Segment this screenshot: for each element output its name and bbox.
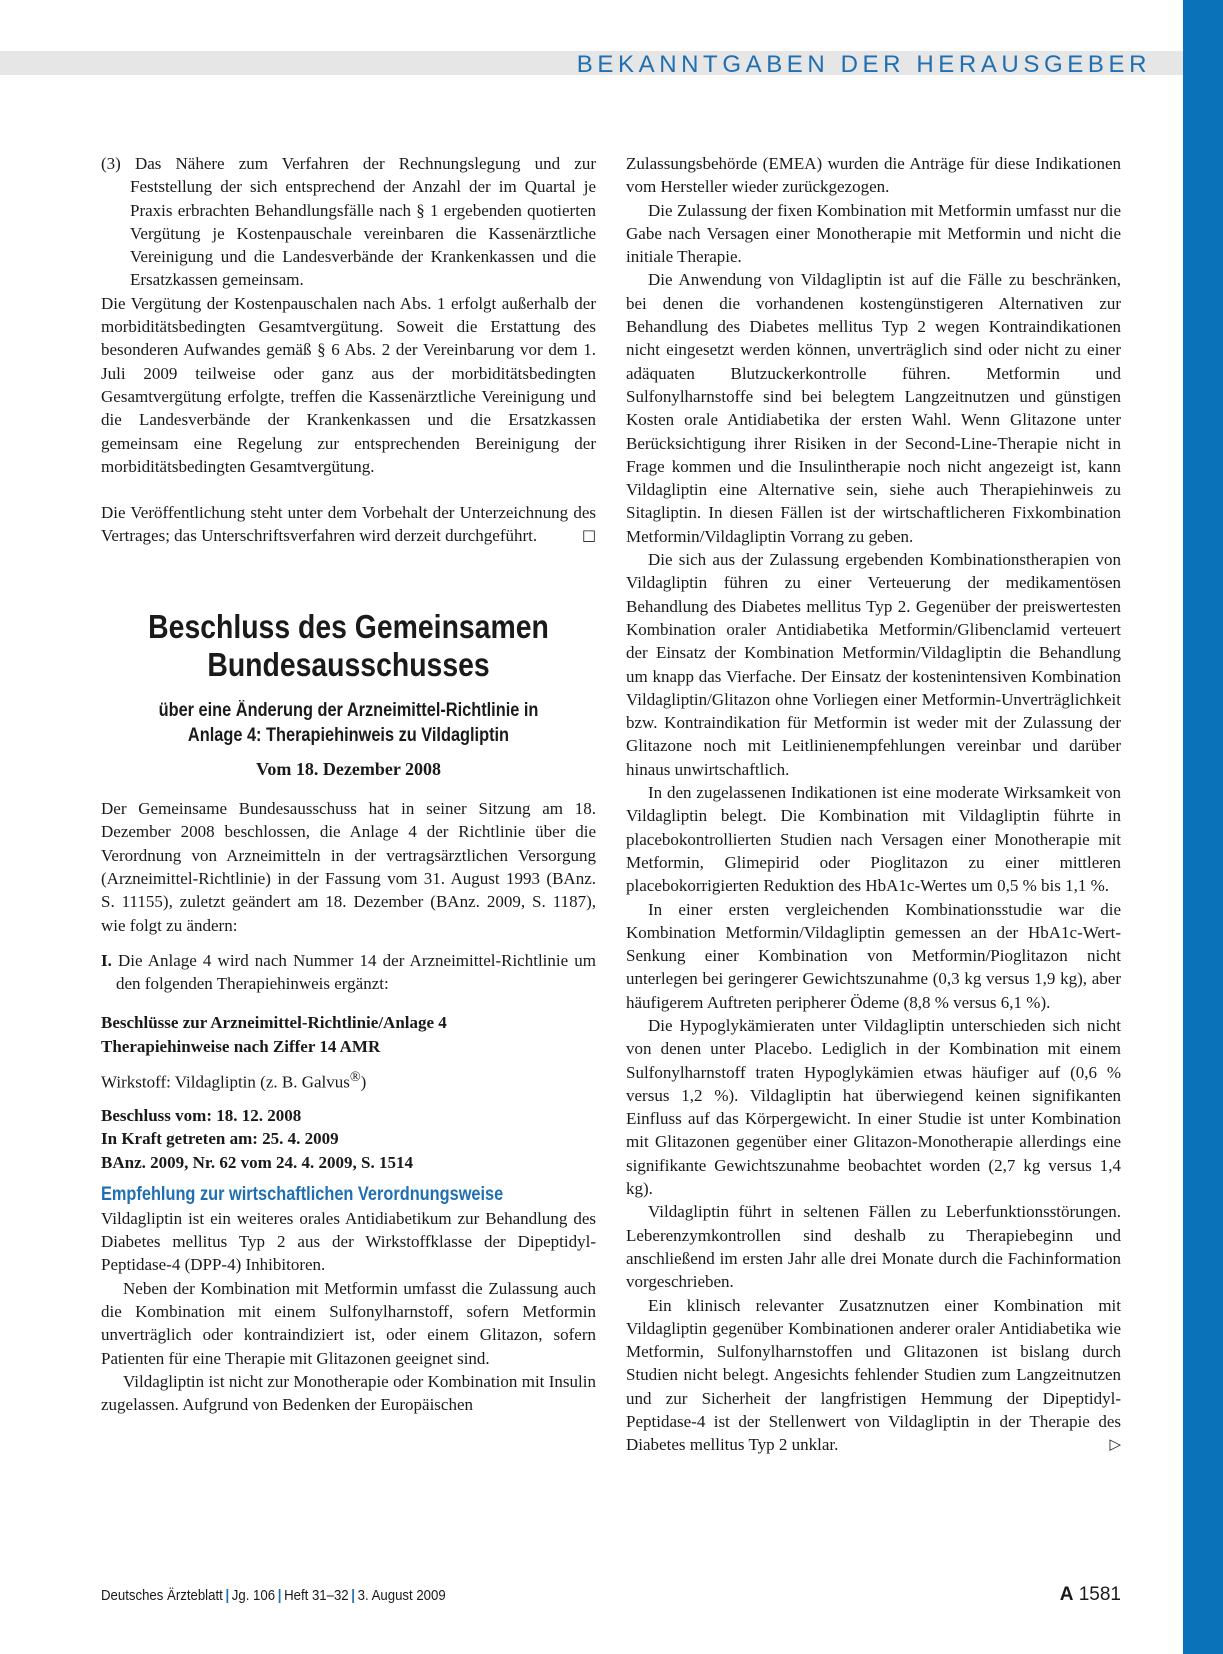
- paragraph-r6: Die Hypoglykämieraten unter Vildagliptin unterschieden sich nicht von denen unter Placebo. Lediglich in der Kombination mit einem Sulfonylharnstoff traten Hypoglykämien etwas häufiger auf (0,6 % versus 1,2 %). Vildagliptin hat überwiegend keinen signifikanten Einfluss auf das Körpergewicht. In einer Studie ist unter Kombination mit Glitazonen gegenüber einer Glitazon-Monotherapie allerdings eine signifikante Gewichtszunahme beobachtet worden (2,7 kg versus 1,4 kg).: [626, 1015, 1121, 1199]
- section-header-title: BEKANNTGABEN DER HERAUSGEBER: [576, 51, 1151, 78]
- paragraph-r5: In einer ersten vergleichenden Kombinationsstudie war die Kombination Metformin/Vildagliptin gemessen an der HbA1c-Wert-Senkung einer Kombination von Metformin/Pioglitazon nicht unterlegen bei geringerer Gewichtszunahme (0,3 kg versus 1,9 kg), aber häufigerem Auftreten peripherer Ödeme (8,8 % versus 6,1 %).: [626, 899, 1121, 1012]
- paragraph-v2: Neben der Kombination mit Metformin umfasst die Zulassung auch die Kombination mit einem Sulfonylharnstoff, sofern Metformin unverträglich oder kontraindiziert ist, oder einem Glitazon, sofern Patienten für eine Therapie mit Glitazonen geeignet sind.: [101, 1278, 596, 1368]
- wirkstoff-text: Wirkstoff: Vildagliptin (z. B. Galvus: [101, 1072, 350, 1092]
- beschluesse-line-1: Beschlüsse zur Arzneimittel-Richtlinie/Anlage 4: [101, 1013, 447, 1033]
- article-date: Vom 18. Dezember 2008: [256, 758, 441, 779]
- footer-separator: |: [225, 1587, 230, 1604]
- paragraph-veroeffentlichung: [101, 501, 596, 548]
- footer-date: 3. August 2009: [357, 1587, 446, 1604]
- paragraph-v1: Vildagliptin ist ein weiteres orales Antidiabetikum zur Behandlung des Diabetes mellitus Typ 2 aus der Wirkstoffklasse der Dipeptidyl-Peptidase-4 (DPP-4) Inhibitoren.: [101, 1208, 596, 1275]
- in-kraft: In Kraft getreten am: 25. 4. 2009: [101, 1129, 339, 1149]
- right-column: [626, 152, 1121, 1457]
- page-prefix: A: [1059, 1584, 1074, 1605]
- section-heading: Empfehlung zur wirtschaftlichen Verordnungsweise: [101, 1183, 504, 1205]
- banz-reference: BAnz. 2009, Nr. 62 vom 24. 4. 2009, S. 1514: [101, 1152, 413, 1172]
- side-stripe: [1183, 0, 1223, 1654]
- paragraph-r8: [626, 1294, 1121, 1457]
- footer-separator: |: [351, 1587, 355, 1604]
- paragraph-r2: Die Anwendung von Vildagliptin ist auf die Fälle zu beschränken, bei denen die vorhandenen kostengünstigeren Alternativen zur Behandlung des Diabetes mellitus Typ 2 wegen Kontraindikationen nicht eingesetzt werden können, unverträglich sind oder nicht zu einer adäquaten Blutzuckerkontrolle führen. Metformin und Sulfonylharnstoffe sind bei belegtem Langzeitnutzen und günstigen Kosten orale Antidiabetika der ersten Wahl. Wenn Glitazone unter Berücksichtigung ihrer Risiken in der Second-Line-Therapie nicht in Frage kommen und die Insulintherapie noch nicht angezeigt ist, kann Vildagliptin eine Alternative sein, siehe auch Therapiehinweis zu Sitagliptin. In diesen Fällen ist der wirtschaftlicheren Fixkombination Metformin/Vildagliptin Vorrang zu geben.: [626, 270, 1121, 546]
- wirkstoff-line: [101, 1066, 596, 1094]
- item-I-text: Die Anlage 4 wird nach Nummer 14 der Arzneimittel-Richtlinie um den folgenden Therapiehinweis ergänzt:: [116, 950, 597, 994]
- page-number: [1060, 1584, 1121, 1606]
- item-I: [101, 949, 596, 996]
- footer-journal: Deutsches Ärzteblatt: [101, 1587, 223, 1604]
- footer-citation: [101, 1587, 446, 1604]
- paragraph-r0: Zulassungsbehörde (EMEA) wurden die Anträge für diese Indikationen vom Hersteller wieder zurückgezogen.: [626, 154, 1121, 197]
- article-subtitle: über eine Änderung der Arzneimittel-Richtlinie in Anlage 4: Therapiehinweis zu Vildagliptin: [158, 699, 539, 746]
- intro-paragraph: Der Gemeinsame Bundesausschuss hat in seiner Sitzung am 18. Dezember 2008 beschlossen, die Anlage 4 der Richtlinie über die Verordnung von Arzneimitteln in der vertragsärztlichen Versorgung (Arzneimittel-Richtlinie) in der Fassung vom 31. August 1993 (BAnz. S. 11155), zuletzt geändert am 18. Dezember (BAnz. 2009, S. 1187), wie folgt zu ändern:: [101, 799, 596, 935]
- paragraph-v3: Vildagliptin ist nicht zur Monotherapie oder Kombination mit Insulin zugelassen. Aufgrund von Bedenken der Europäischen: [101, 1371, 596, 1415]
- beschluesse-line-2: Therapiehinweise nach Ziffer 14 AMR: [101, 1036, 381, 1056]
- paragraph-r8-text: Ein klinisch relevanter Zusatznutzen einer Kombination mit Vildagliptin gegenüber Kombinationen anderer oraler Antidiabetika wie Metformin, Sulfonylharnstoffen und Glitazonen ist bislang durch Studien nicht belegt. Angesichts fehlender Studien zum Langzeitnutzen und zur Sicherheit der langfristigen Hemmung der Dipeptidyl-Peptidase-4 ist der Stellenwert von Vildagliptin in der Therapie des Diabetes mellitus Typ 2 unklar.: [626, 1295, 1121, 1455]
- paragraph-3: (3) Das Nähere zum Verfahren der Rechnungslegung und zur Feststellung der sich entsprechend der Anzahl der im Quartal je Praxis erbrachten Behandlungsfälle nach § 1 ergebenden quotierten Vergütung je Kostenpauschale vereinbaren die Kassenärztliche Vereinigung und die Landesverbände der Krankenkassen und die Ersatzkassen gemeinsam.: [101, 154, 596, 290]
- footer-issue: Heft 31–32: [284, 1587, 349, 1604]
- page-number-value: 1581: [1078, 1584, 1121, 1605]
- footer-separator: |: [277, 1587, 282, 1604]
- paragraph-verguetung: Die Vergütung der Kostenpauschalen nach Abs. 1 erfolgt außerhalb der morbiditätsbedingten Gesamtvergütung. Soweit die Erstattung des besonderen Aufwandes gemäß § 6 Abs. 2 der Vereinbarung vor dem 1. Juli 2009 teilweise oder ganz aus der morbiditätsbedingten Gesamtvergütung erfolgte, treffen die Kassenärztliche Vereinigung und die Landesverbände der Krankenkassen und die Ersatzkassen gemeinsam eine Regelung zur entsprechenden Bereinigung der morbiditätsbedingten Gesamtvergütung.: [101, 293, 596, 476]
- article-title: Beschluss des Gemeinsamen Bundesausschusses: [148, 607, 549, 683]
- registered-mark: ®: [349, 1069, 361, 1086]
- item-I-label: I.: [101, 950, 112, 970]
- paragraph-r7: Vildagliptin führt in seltenen Fällen zu Leberfunktionsstörungen. Leberenzymkontrollen sind deshalb zu Therapiebeginn und anschließend im ersten Jahr alle drei Monate durch die Fachinformation vorgeschrieben.: [626, 1202, 1121, 1292]
- paragraph-veroeffentlichung-text: Die Veröffentlichung steht unter dem Vorbehalt der Unterzeichnung des Vertrages; das Unterschriftsverfahren wird derzeit durchgeführt.: [101, 503, 596, 546]
- paragraph-r4: In den zugelassenen Indikationen ist eine moderate Wirksamkeit von Vildagliptin belegt. Die Kombination mit Vildagliptin führte in placebokontrollierten Studien nach Versagen einer Monotherapie mit Metformin, Glimepirid oder Pioglitazon zu einer mittleren placebokorrigierten Reduktion des HbA1c-Wertes um 0,5 % bis 1,1 %.: [626, 783, 1121, 896]
- beschluss-vom: Beschluss vom: 18. 12. 2008: [101, 1105, 302, 1125]
- paragraph-r3: Die sich aus der Zulassung ergebenden Kombinationstherapien von Vildagliptin führen zu einer Verteuerung der medikamentösen Behandlung des Diabetes mellitus Typ 2. Gegenüber der preiswertesten Kombination oraler Antidiabetika Metformin/Glibenclamid verteuert der Einsatz der Kombination Metformin/Vildagliptin die Behandlung um knapp das Vierfache. Der Einsatz der kostenintensiven Kombination Vildagliptin/Glitazon ohne Vorliegen einer Metformin-Unverträglichkeit bzw. Kontraindikation für Metformin ist weder mit der Zulassung der Glitazone noch mit Leitlinienempfehlungen vereinbar und darüber hinaus unwirtschaftlich.: [626, 550, 1121, 779]
- footer-volume: Jg. 106: [231, 1587, 276, 1604]
- continue-mark: ▷: [1109, 1435, 1121, 1454]
- paragraph-r1: Die Zulassung der fixen Kombination mit Metformin umfasst nur die Gabe nach Versagen einer Monotherapie mit Metformin und nicht die initiale Therapie.: [626, 200, 1121, 267]
- wirkstoff-close: ): [360, 1072, 367, 1092]
- left-column: [101, 152, 596, 1417]
- end-of-article-mark: □: [581, 526, 596, 545]
